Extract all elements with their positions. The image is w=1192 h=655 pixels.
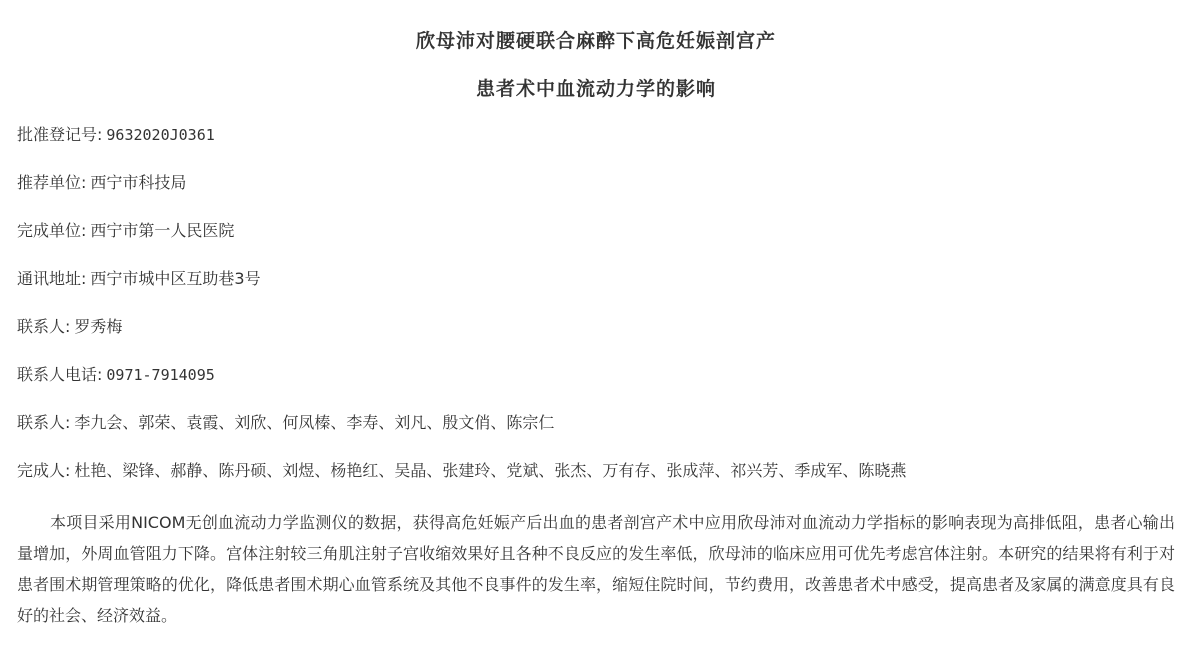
field-separator: : [97,125,103,144]
field-separator: : [81,173,87,192]
field-label: 推荐单位 [17,173,82,192]
field-label: 联系人电话 [17,365,98,384]
field-mailing-address [17,268,261,290]
field-value: 罗秀梅 [74,317,123,336]
field-approval-number [17,124,215,146]
field-contact-person [17,316,122,338]
field-separator: : [81,221,87,240]
field-value: 西宁市第一人民医院 [90,221,235,240]
field-separator: : [81,269,87,288]
field-completed-by [17,460,906,482]
field-separator: : [65,317,71,336]
field-contact-list [17,412,554,434]
field-separator: : [65,413,71,432]
field-value: 李九会、郭荣、袁霞、刘欣、何凤榛、李寿、刘凡、殷文俏、陈宗仁 [74,413,555,432]
field-separator: : [65,461,71,480]
field-completing-unit [17,220,234,242]
field-value: 西宁市城中区互助巷3号 [90,269,261,288]
field-separator: : [97,365,103,384]
document-title-line-2: 患者术中血流动力学的影响 [475,78,716,100]
field-label: 批准登记号 [17,125,98,144]
field-label: 完成单位 [17,221,82,240]
field-recommending-unit [17,172,186,194]
document-title-line-1: 欣母沛对腰硬联合麻醉下高危妊娠剖宫产 [415,30,776,52]
field-value: 杜艳、梁锋、郝静、陈丹硕、刘煜、杨艳红、吴晶、张建玲、党斌、张杰、万有存、张成萍、祁兴芳、季成军、陈晓燕 [74,461,907,480]
field-value: 9632020J0361 [106,126,215,144]
field-label: 通讯地址 [17,269,82,288]
field-label: 联系人 [17,317,66,336]
field-contact-phone [17,364,215,386]
abstract-paragraph: 本项目采用NICOM无创血流动力学监测仪的数据，获得高危妊娠产后出血的患者剖宫产术中应用欣母沛对血流动力学指标的影响表现为高排低阻，患者心输出量增加，外周血管阻力下降。宫体注射较三角肌注射子宫收缩效果好且各种不良反应的发生率低，欣母沛的临床应用可优先考虑宫体注射。本研究的结果将有利于对患者围术期管理策略的优化，降低患者围术期心血管系统及其他不良事件的发生率，缩短住院时间，节约费用，改善患者术中感受，提高患者及家属的满意度具有良好的社会、经济效益。 [17,513,1175,625]
field-value: 西宁市科技局 [90,173,187,192]
field-value: 0971-7914095 [106,366,215,384]
field-label: 联系人 [17,413,66,432]
field-label: 完成人 [17,461,66,480]
